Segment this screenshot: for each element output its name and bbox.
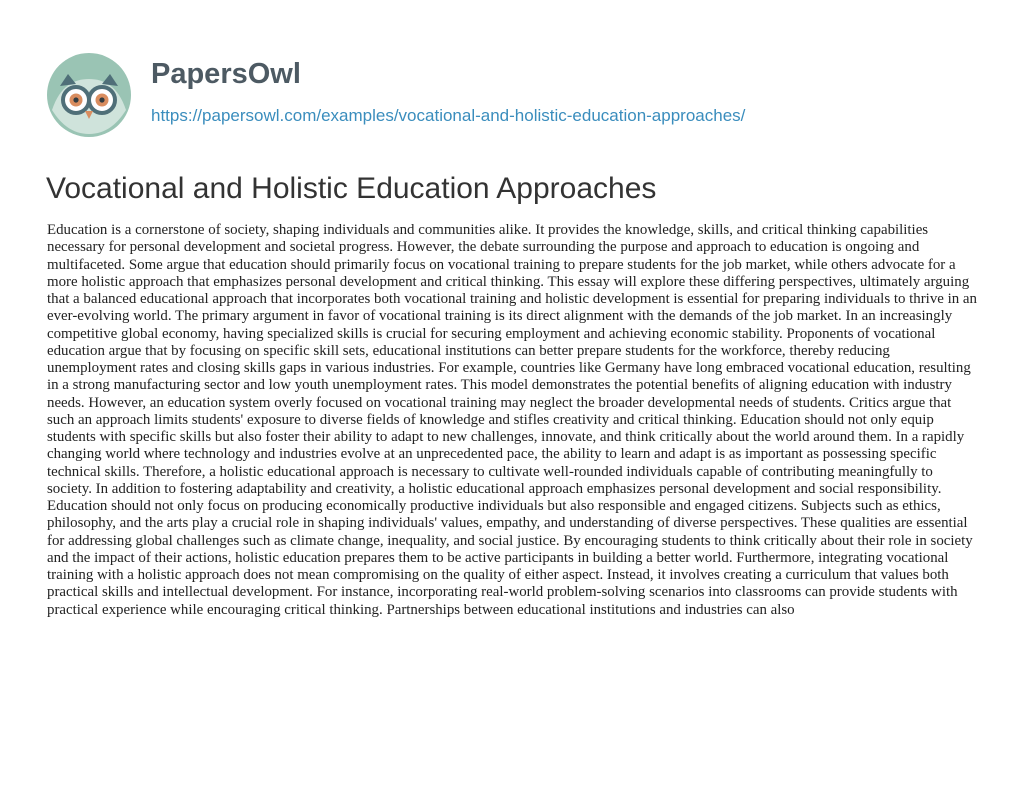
essay-body: Education is a cornerstone of society, shaping individuals and communities alike. It provides the knowledge, skills, and critical thinking capabilities necessary for personal development and societal progress. However, the debate surrounding the purpose and approach to education is ongoing and multifaceted. Some argue that education should primarily focus on vocational training to prepare students for the job market, while others advocate for a more holistic approach that emphasizes personal development and critical thinking. This essay will explore these differing perspectives, ultimately arguing that a balanced educational approach that incorporates both vocational training and holistic development is essential for preparing individuals to thrive in an ever-evolving world. The primary argument in favor of vocational training is its direct alignment with the demands of the job market. In an increasingly competitive global economy, having specialized skills is crucial for securing employment and achieving economic stability. Proponents of vocational education argue that by focusing on specific skill sets, educational institutions can better prepare students for the workforce, thereby reducing unemployment rates and closing skills gaps in various industries. For example, countries like Germany have long embraced vocational education, resulting in a strong manufacturing sector and low youth unemployment rates. This model demonstrates the potential benefits of aligning education with industry needs. However, an education system overly focused on vocational training may neglect the broader developmental needs of students. Critics argue that such an approach limits students' exposure to diverse fields of knowledge and stifles creativity and critical thinking. Education should not only equip students with specific skills but also foster their ability to adapt to new challenges, innovate, and think critically about the world around them. In a rapidly changing world where technology and industries evolve at an unprecedented pace, the ability to learn and adapt is as important as possessing specific technical skills. Therefore, a holistic educational approach is necessary to cultivate well-rounded individuals capable of contributing meaningfully to society. In addition to fostering adaptability and creativity, a holistic educational approach emphasizes personal development and social responsibility. Education should not only focus on producing economically productive individuals but also responsible and engaged citizens. Subjects such as ethics, philosophy, and the arts play a crucial role in shaping individuals' values, empathy, and understanding of diverse perspectives. These qualities are essential for addressing global challenges such as climate change, inequality, and social justice. By encouraging students to think critically about their role in society and the impact of their actions, holistic education prepares them to be active participants in building a better world. Furthermore, integrating vocational training with a holistic approach does not mean compromising on the quality of either aspect. Instead, it involves creating a curriculum that values both practical skills and intellectual development. For instance, incorporating real-world problem-solving scenarios into classrooms can provide students with practical experience while encouraging critical thinking. Partnerships between educational institutions and industries can also <box>47 222 977 618</box>
source-url-path: papersowl.com/examples/vocational-and-holistic-education-approaches/ <box>202 106 746 125</box>
source-url-scheme: https:// <box>151 106 203 125</box>
brand-name: PapersOwl <box>151 58 301 90</box>
essay-title: Vocational and Holistic Education Approaches <box>46 172 657 205</box>
owl-icon <box>46 52 132 138</box>
source-url-link[interactable] <box>151 107 745 124</box>
